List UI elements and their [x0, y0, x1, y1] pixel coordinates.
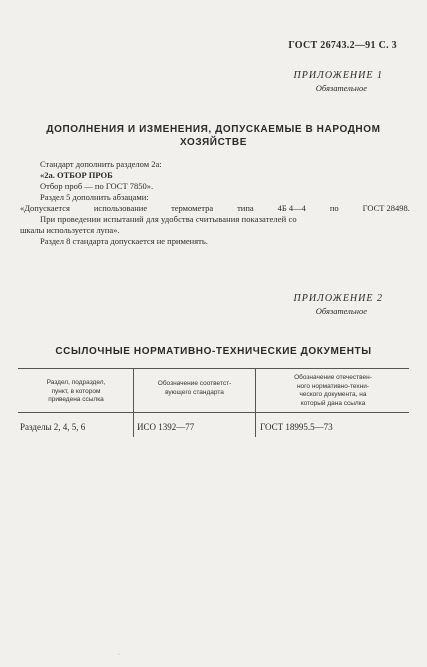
table-column-divider	[255, 368, 256, 437]
body-line-8: Раздел 8 стандарта допускается не применять.	[40, 236, 208, 246]
body-line-5-word: ГОСТ 28498.	[362, 203, 410, 213]
table-cell-standard: ИСО 1392—77	[137, 422, 195, 432]
page-header: ГОСТ 26743.2—91 С. 3	[288, 40, 397, 51]
table-header-col2	[135, 380, 254, 397]
header-line: Обозначение соответст-	[157, 380, 232, 387]
body-line-5-word: «Допускается	[20, 203, 70, 213]
appendix1-heading-line1: ДОПОЛНЕНИЯ И ИЗМЕНЕНИЯ, ДОПУСКАЕМЫЕ В НАРОДНОМ	[46, 124, 381, 135]
body-line-1: Стандарт дополнить разделом 2а:	[40, 159, 162, 169]
header-line: ного нормативно-техни-	[296, 382, 370, 390]
body-line-6: При проведении испытаний для удобства считывания показателей со	[40, 214, 297, 224]
table-header-col1	[20, 379, 132, 405]
body-line-3: Отбор проб — по ГОСТ 7850».	[40, 181, 154, 191]
header-line: Обозначение отечествен-	[294, 374, 372, 381]
table-top-border	[18, 368, 409, 369]
header-line: который дана ссылка	[300, 399, 366, 407]
body-line-4: Раздел 5 дополнить абзацами:	[40, 192, 149, 202]
header-line: Раздел, подраздел,	[46, 379, 106, 386]
appendix1-heading-line2: ХОЗЯЙСТВЕ	[180, 137, 247, 148]
table-header-border	[18, 412, 409, 413]
body-line-5-word: термометра	[171, 203, 214, 213]
body-line-5	[20, 203, 410, 213]
body-line-5-word: по	[329, 203, 339, 213]
appendix2-title: ПРИЛОЖЕНИЕ 2	[293, 293, 383, 304]
table-cell-document: ГОСТ 18995.5—73	[260, 422, 333, 432]
appendix2-subtitle: Обязательное	[315, 306, 367, 316]
table-cell-sections: Разделы 2, 4, 5, 6	[20, 422, 86, 432]
appendix2-heading: ССЫЛОЧНЫЕ НОРМАТИВНО-ТЕХНИЧЕСКИЕ ДОКУМЕНТЫ	[55, 346, 372, 357]
appendix1-title: ПРИЛОЖЕНИЕ 1	[293, 70, 383, 81]
body-line-5-word: типа	[237, 203, 254, 213]
appendix1-subtitle: Обязательное	[315, 83, 367, 93]
body-line-2: «2а. ОТБОР ПРОБ	[40, 170, 113, 180]
body-line-7: шкалы используется лупа».	[20, 225, 120, 235]
table-column-divider	[133, 368, 134, 437]
header-line: ческого документа, на	[299, 391, 367, 398]
header-line: вующего стандарта	[165, 388, 224, 396]
table-header-col3	[257, 374, 409, 408]
scan-mark: ·	[118, 652, 120, 658]
body-line-5-word: использование	[93, 203, 148, 213]
header-line: приведена ссылка	[48, 396, 104, 403]
header-line: пункт, в котором	[51, 387, 101, 395]
body-line-5-word: 4Б 4—4	[277, 203, 306, 213]
